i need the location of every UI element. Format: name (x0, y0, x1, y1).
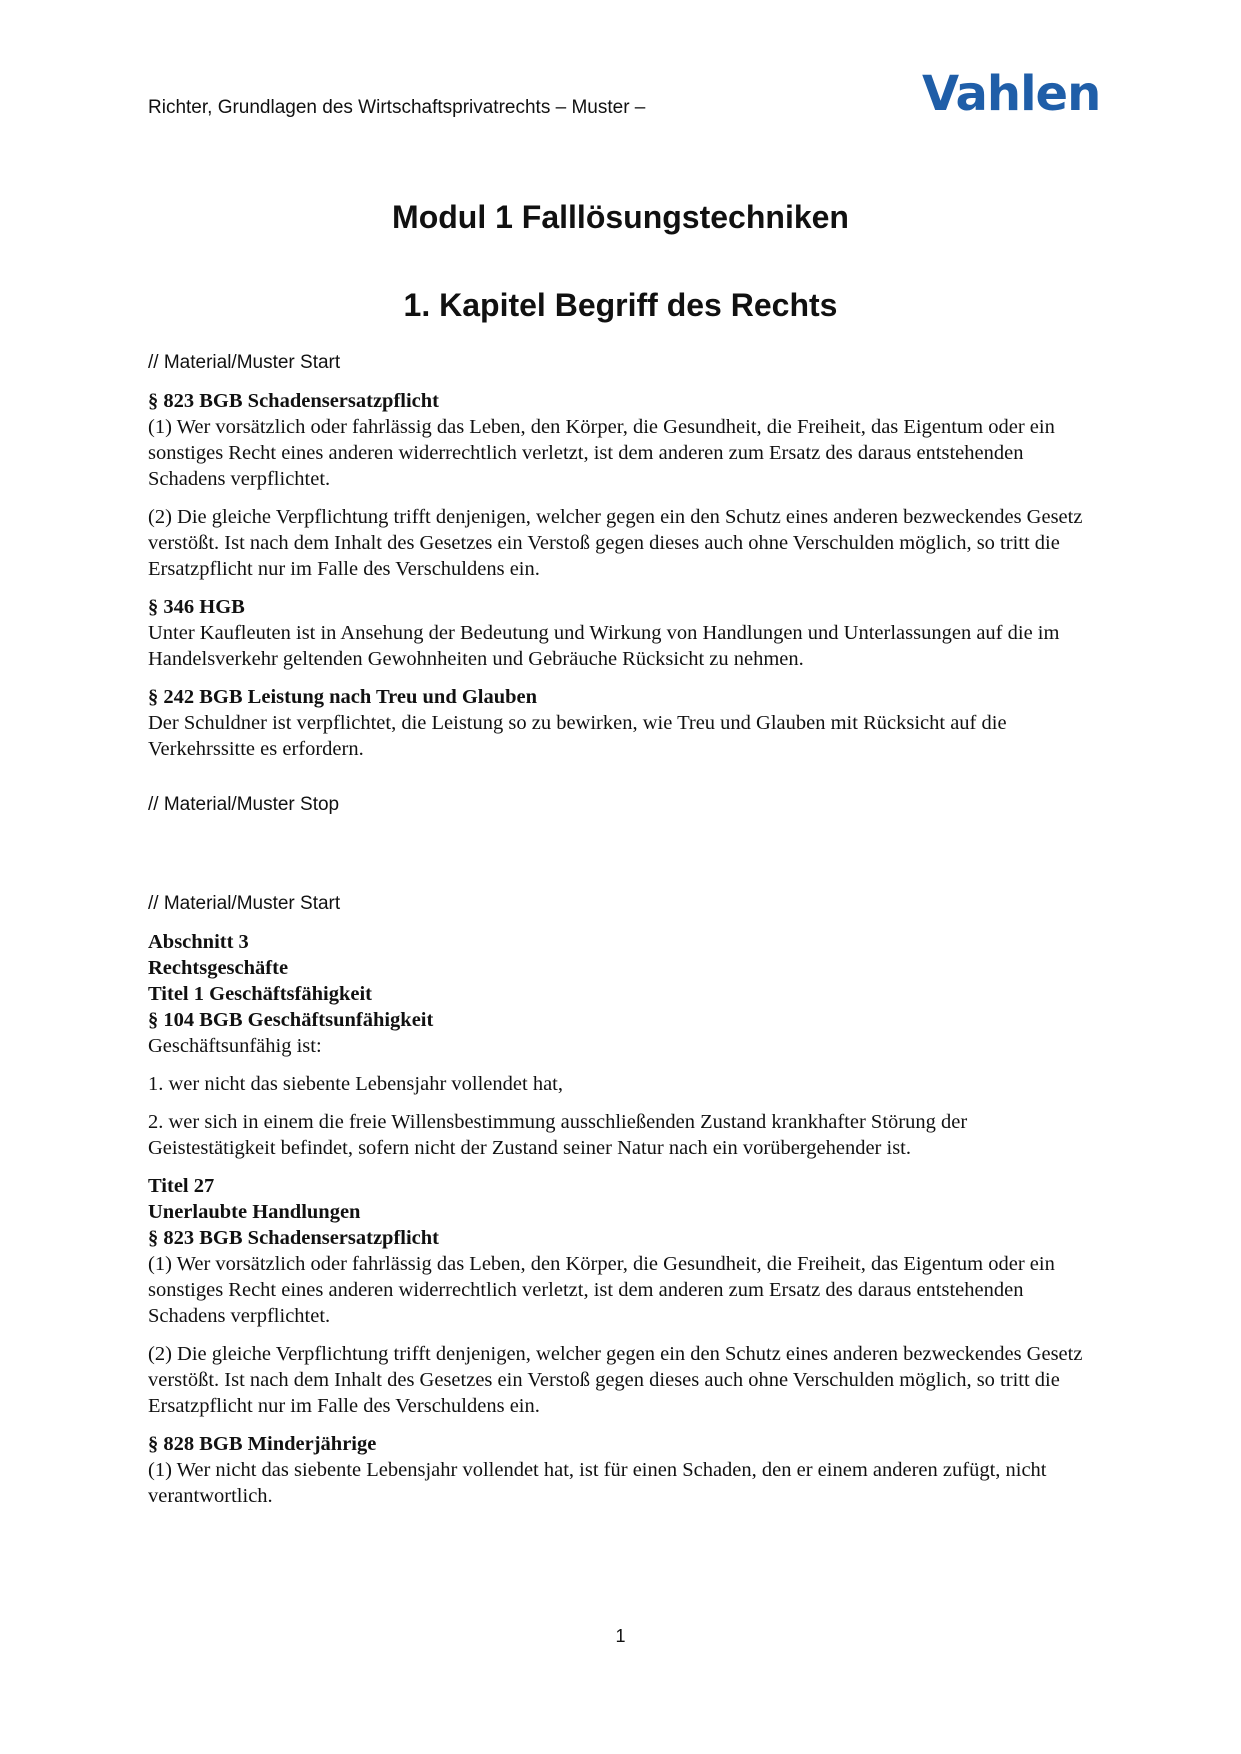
section-346-heading: § 346 HGB (148, 596, 245, 618)
unerlaubte-handlungen-heading: Unerlaubte Handlungen (148, 1201, 361, 1223)
page-number: 1 (615, 1626, 626, 1646)
material-block-2 (148, 891, 1098, 1521)
rechtsgeschaefte-heading: Rechtsgeschäfte (148, 957, 289, 979)
material-stop-wrapper (148, 792, 1098, 818)
section-828-heading: § 828 BGB Minderjährige (148, 1433, 377, 1455)
section-828-paragraph: (1) Wer nicht das siebente Lebensjahr vollendet hat, ist für einen Schaden, den er einem anderen zufügt, nicht verantwortlich. (148, 1459, 1047, 1507)
section-242-paragraph: Der Schuldner ist verpflichtet, die Leistung so zu bewirken, wie Treu und Glauben mit Rücksicht auf die Verkehrssitte es erfordern. (148, 712, 1007, 760)
material-stop-marker: // Material/Muster Stop (148, 794, 340, 815)
abschnitt-heading: Abschnitt 3 (148, 931, 249, 953)
section-104-intro: Geschäftsunfähig ist: (148, 1035, 322, 1057)
section-104-item-2: 2. wer sich in einem die freie Willensbestimmung ausschließenden Zustand krankhafter Störung der Geistestätigkeit befindet, sofern nicht der Zustand seiner Natur nach ein vorübergehender ist. (148, 1111, 968, 1159)
material-start-marker: // Material/Muster Start (148, 352, 341, 373)
section-823-paragraph-2: (2) Die gleiche Verpflichtung trifft denjenigen, welcher gegen ein den Schutz eines anderen bezweckendes Gesetz verstößt. Ist nach dem Inhalt des Gesetzes ein Verstoß gegen dieses auch ohne Verschulden möglich, so tritt die Ersatzpflicht nur im Falle des Verschuldens ein. (148, 506, 1083, 580)
chapter-title: 1. Kapitel Begriff des Rechts (403, 287, 838, 323)
section-823-heading: § 823 BGB Schadensersatzpflicht (148, 390, 439, 412)
section-346-paragraph: Unter Kaufleuten ist in Ansehung der Bedeutung und Wirkung von Handlungen und Unterlassungen auf die im Handelsverkehr geltenden Gewohnheiten und Gebräuche Rücksicht zu nehmen. (148, 622, 1060, 670)
module-title: Modul 1 Falllösungstechniken (392, 199, 849, 235)
titel-1-heading: Titel 1 Geschäftsfähigkeit (148, 983, 372, 1005)
vahlen-logo: Vahlen (922, 66, 1101, 122)
titel-27-heading: Titel 27 (148, 1175, 215, 1197)
section-104-heading: § 104 BGB Geschäftsunfähigkeit (148, 1009, 434, 1031)
section-823-heading-2: § 823 BGB Schadensersatzpflicht (148, 1227, 439, 1249)
section-823-paragraph-2-repeat: (2) Die gleiche Verpflichtung trifft denjenigen, welcher gegen ein den Schutz eines anderen bezweckendes Gesetz verstößt. Ist nach dem Inhalt des Gesetzes ein Verstoß gegen dieses auch ohne Verschulden möglich, so tritt die Ersatzpflicht nur im Falle des Verschuldens ein. (148, 1343, 1083, 1417)
running-header: Richter, Grundlagen des Wirtschaftsprivatrechts – Muster – (148, 97, 646, 118)
section-242-heading: § 242 BGB Leistung nach Treu und Glauben (148, 686, 538, 708)
section-104-item-1: 1. wer nicht das siebente Lebensjahr vollendet hat, (148, 1073, 563, 1095)
material-start-marker-2: // Material/Muster Start (148, 893, 341, 914)
material-block-1 (148, 350, 1098, 774)
section-823-paragraph-1-repeat: (1) Wer vorsätzlich oder fahrlässig das Leben, den Körper, die Gesundheit, die Freiheit, das Eigentum oder ein sonstiges Recht eines anderen widerrechtlich verletzt, ist dem anderen zum Ersatz des daraus entstehenden Schadens verpflichtet. (148, 1253, 1055, 1327)
section-823-paragraph-1: (1) Wer vorsätzlich oder fahrlässig das Leben, den Körper, die Gesundheit, die Freiheit, das Eigentum oder ein sonstiges Recht eines anderen widerrechtlich verletzt, ist dem anderen zum Ersatz des daraus entstehenden Schadens verpflichtet. (148, 416, 1055, 490)
